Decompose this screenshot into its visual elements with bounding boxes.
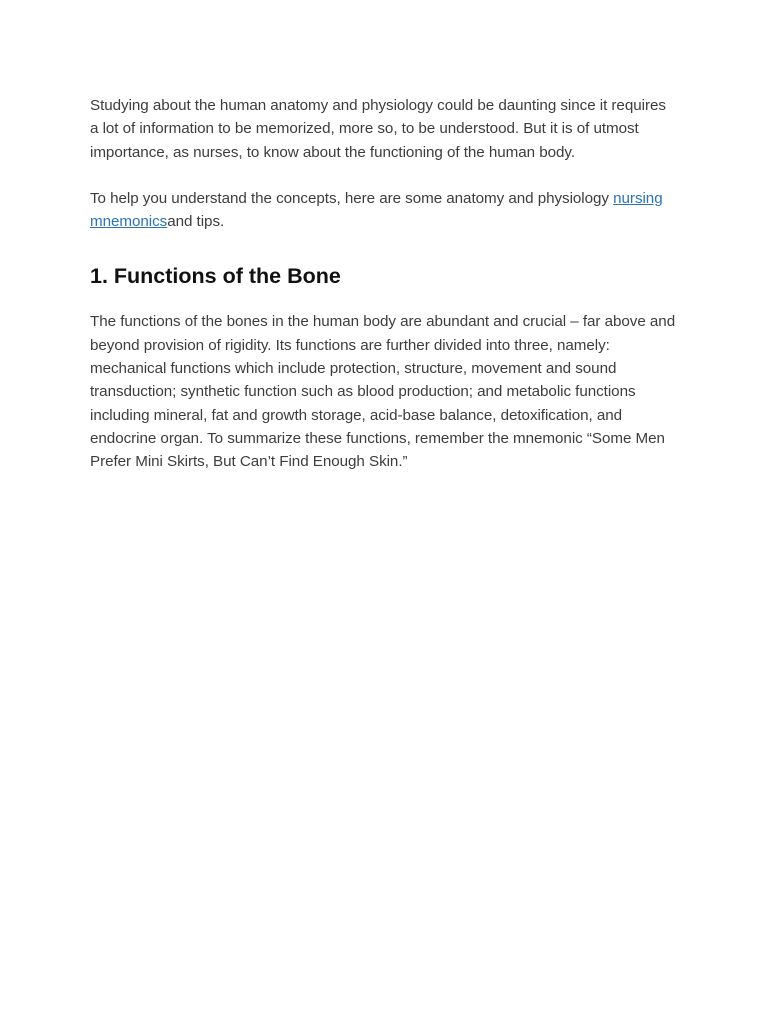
intro-paragraph-with-link (90, 187, 678, 234)
section-body-paragraph: The functions of the bones in the human body are abundant and crucial – far above and beyond provision of rigidity. Its functions are further divided into three, namely: mechanical functions which include protection, structure, movement and sound transduction; synthetic function such as blood production; and metabolic functions including mineral, fat and growth storage, acid-base balance, detoxification, and endocrine organ. To summarize these functions, remember the mnemonic “Some Men Prefer Mini Skirts, But Can’t Find Enough Skin.” (90, 313, 676, 471)
intro-text-after-link: and tips. (167, 213, 225, 231)
intro-text-before-link: To help you understand the concepts, here are some anatomy and physiology (90, 189, 614, 207)
nursing-mnemonics-link[interactable]: nursing mnemonics (90, 189, 663, 231)
section-heading-functions-of-the-bone: 1. Functions of the Bone (90, 264, 341, 289)
intro-paragraph: Studying about the human anatomy and physiology could be daunting since it requires a lot of information to be memorized, more so, to be understood. But it is of utmost importance, as nurses, to know about the functioning of the human body. (90, 97, 666, 161)
